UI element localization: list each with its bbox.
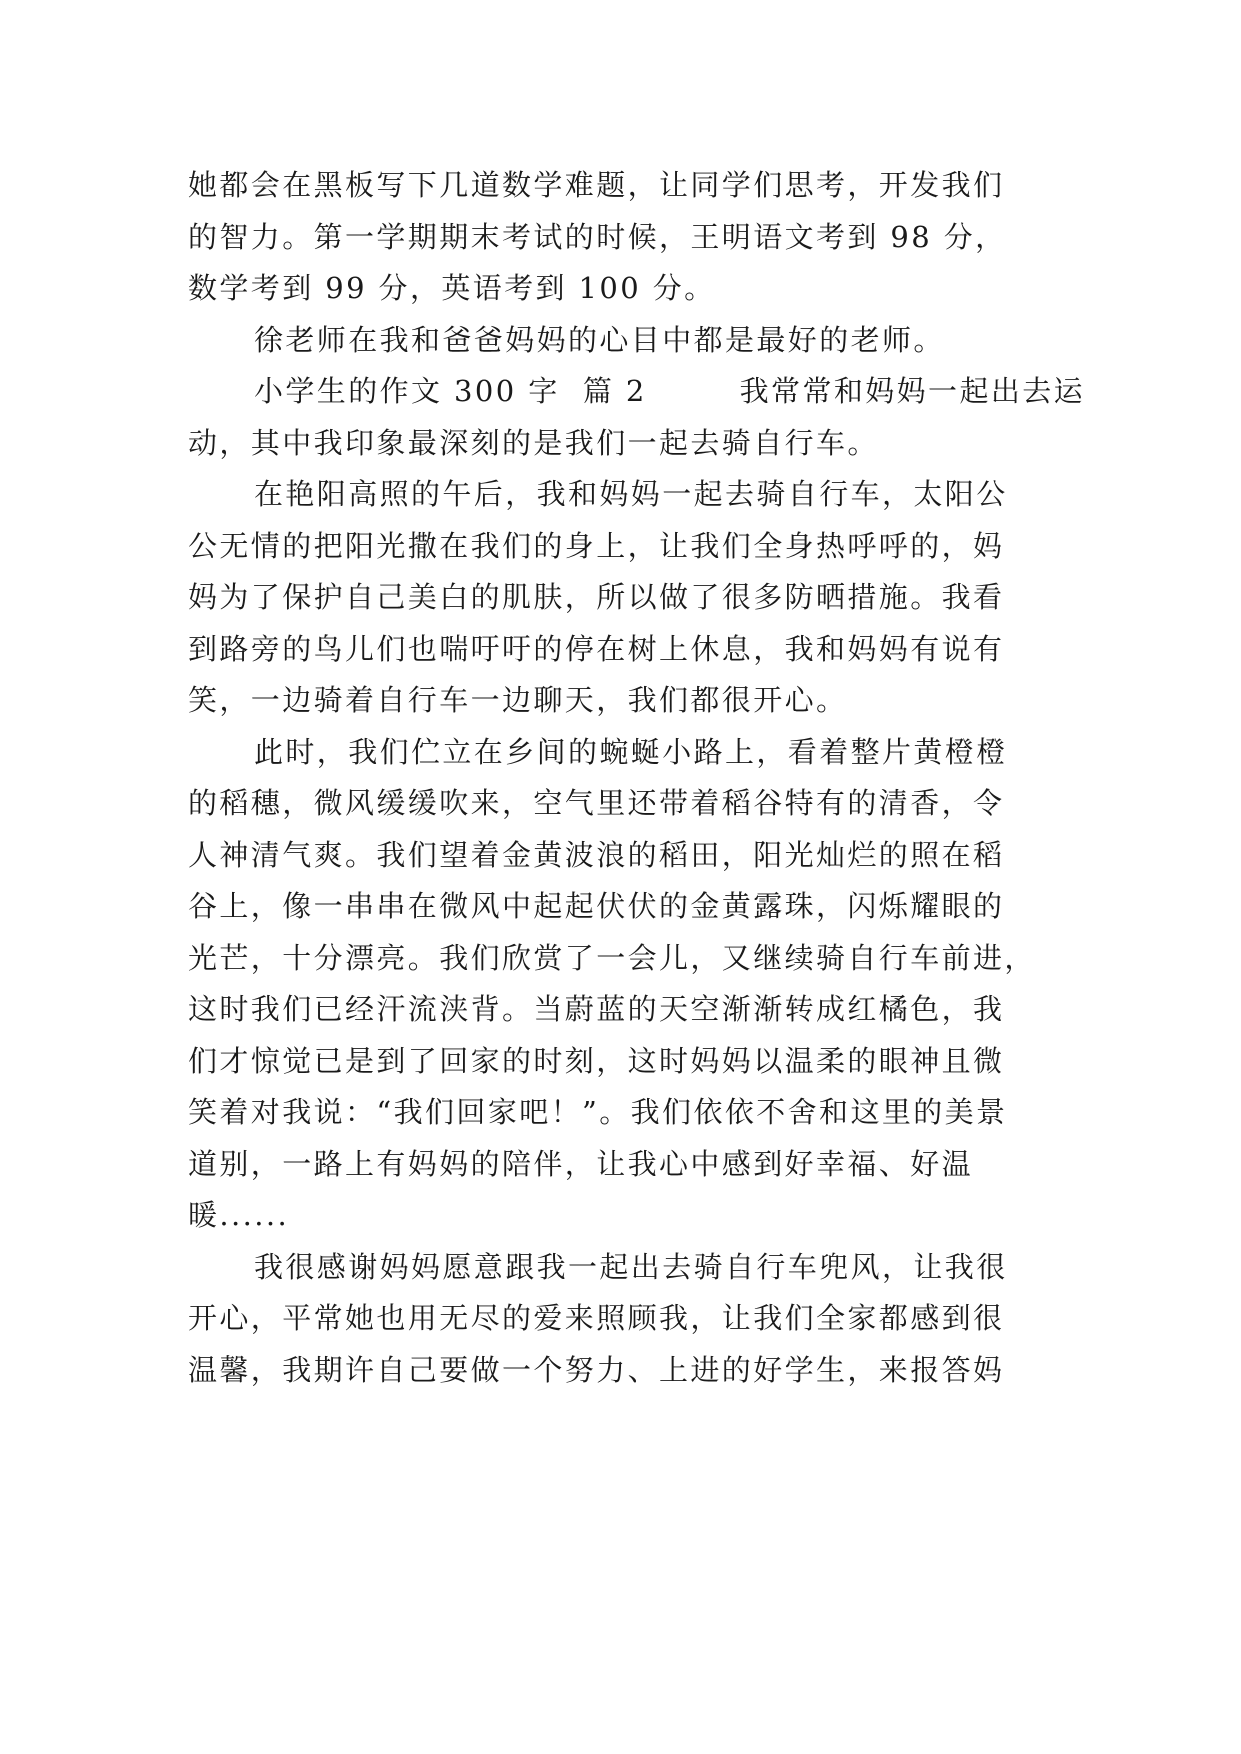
text-line: 谷上，像一串串在微风中起起伏伏的金黄露珠，闪烁耀眼的	[188, 889, 1005, 923]
text-line: 的智力。第一学期期末考试的时候，王明语文考到 98 分，	[188, 219, 1007, 254]
essay-heading-paragraph	[188, 366, 1086, 469]
text-line: 开心，平常她也用无尽的爱来照顾我，让我们全家都感到很	[188, 1301, 1005, 1335]
text-line: 我很感谢妈妈愿意跟我一起出去骑自行车兜风，让我很	[254, 1249, 1008, 1284]
text-line: 暖......	[188, 1198, 290, 1232]
paragraph-4	[188, 469, 1058, 727]
text-line: 这时我们已经汗流浃背。当蔚蓝的天空渐渐转成红橘色，我	[188, 992, 1005, 1026]
paragraph-5	[188, 727, 1058, 1242]
text-line: 的稻穗，微风缓缓吹来，空气里还带着稻谷特有的清香，令	[188, 786, 1005, 820]
text-line: 此时，我们伫立在乡间的蜿蜒小路上，看着整片黄橙橙	[254, 734, 1008, 769]
text-line: 公无情的把阳光撒在我们的身上，让我们全身热呼呼的，妈	[188, 528, 1005, 563]
text-line: 温馨，我期许自己要做一个努力、上进的好学生，来报答妈	[188, 1352, 1005, 1387]
text-line: 光芒，十分漂亮。我们欣赏了一会儿，又继续骑自行车前进，	[188, 940, 1036, 975]
paragraph-2	[188, 315, 1058, 367]
text-line: 徐老师在我和爸爸妈妈的心目中都是最好的老师。	[254, 322, 945, 357]
text-line: 人神清气爽。我们望着金黄波浪的稻田，阳光灿烂的照在稻	[188, 837, 1005, 872]
paragraph-1	[188, 160, 1058, 315]
paragraph-6	[188, 1242, 1058, 1397]
text-line: 笑，一边骑着自行车一边聊天，我们都很开心。	[188, 683, 848, 717]
text-line: 妈为了保护自己美白的肌肤，所以做了很多防晒措施。我看	[188, 580, 1005, 614]
text-line: 小学生的作文 300 字 篇 2 我常常和妈妈一起出去运	[254, 374, 1086, 408]
text-line: 道别，一路上有妈妈的陪伴，让我心中感到好幸福、好温	[188, 1146, 974, 1181]
text-line: 到路旁的鸟儿们也喘吁吁的停在树上休息，我和妈妈有说有	[188, 631, 1005, 666]
text-line: 在艳阳高照的午后，我和妈妈一起去骑自行车，太阳公	[254, 477, 1008, 511]
text-line: 笑着对我说：“我们回家吧！”。我们依依不舍和这里的美景	[188, 1095, 1008, 1129]
document-body	[188, 160, 1086, 1396]
text-line: 动，其中我印象最深刻的是我们一起去骑自行车。	[188, 425, 879, 460]
text-line: 数学考到 99 分，英语考到 100 分。	[188, 271, 716, 305]
text-line: 们才惊觉已是到了回家的时刻，这时妈妈以温柔的眼神且微	[188, 1043, 1005, 1078]
text-line: 她都会在黑板写下几道数学难题，让同学们思考，开发我们	[188, 168, 1005, 202]
